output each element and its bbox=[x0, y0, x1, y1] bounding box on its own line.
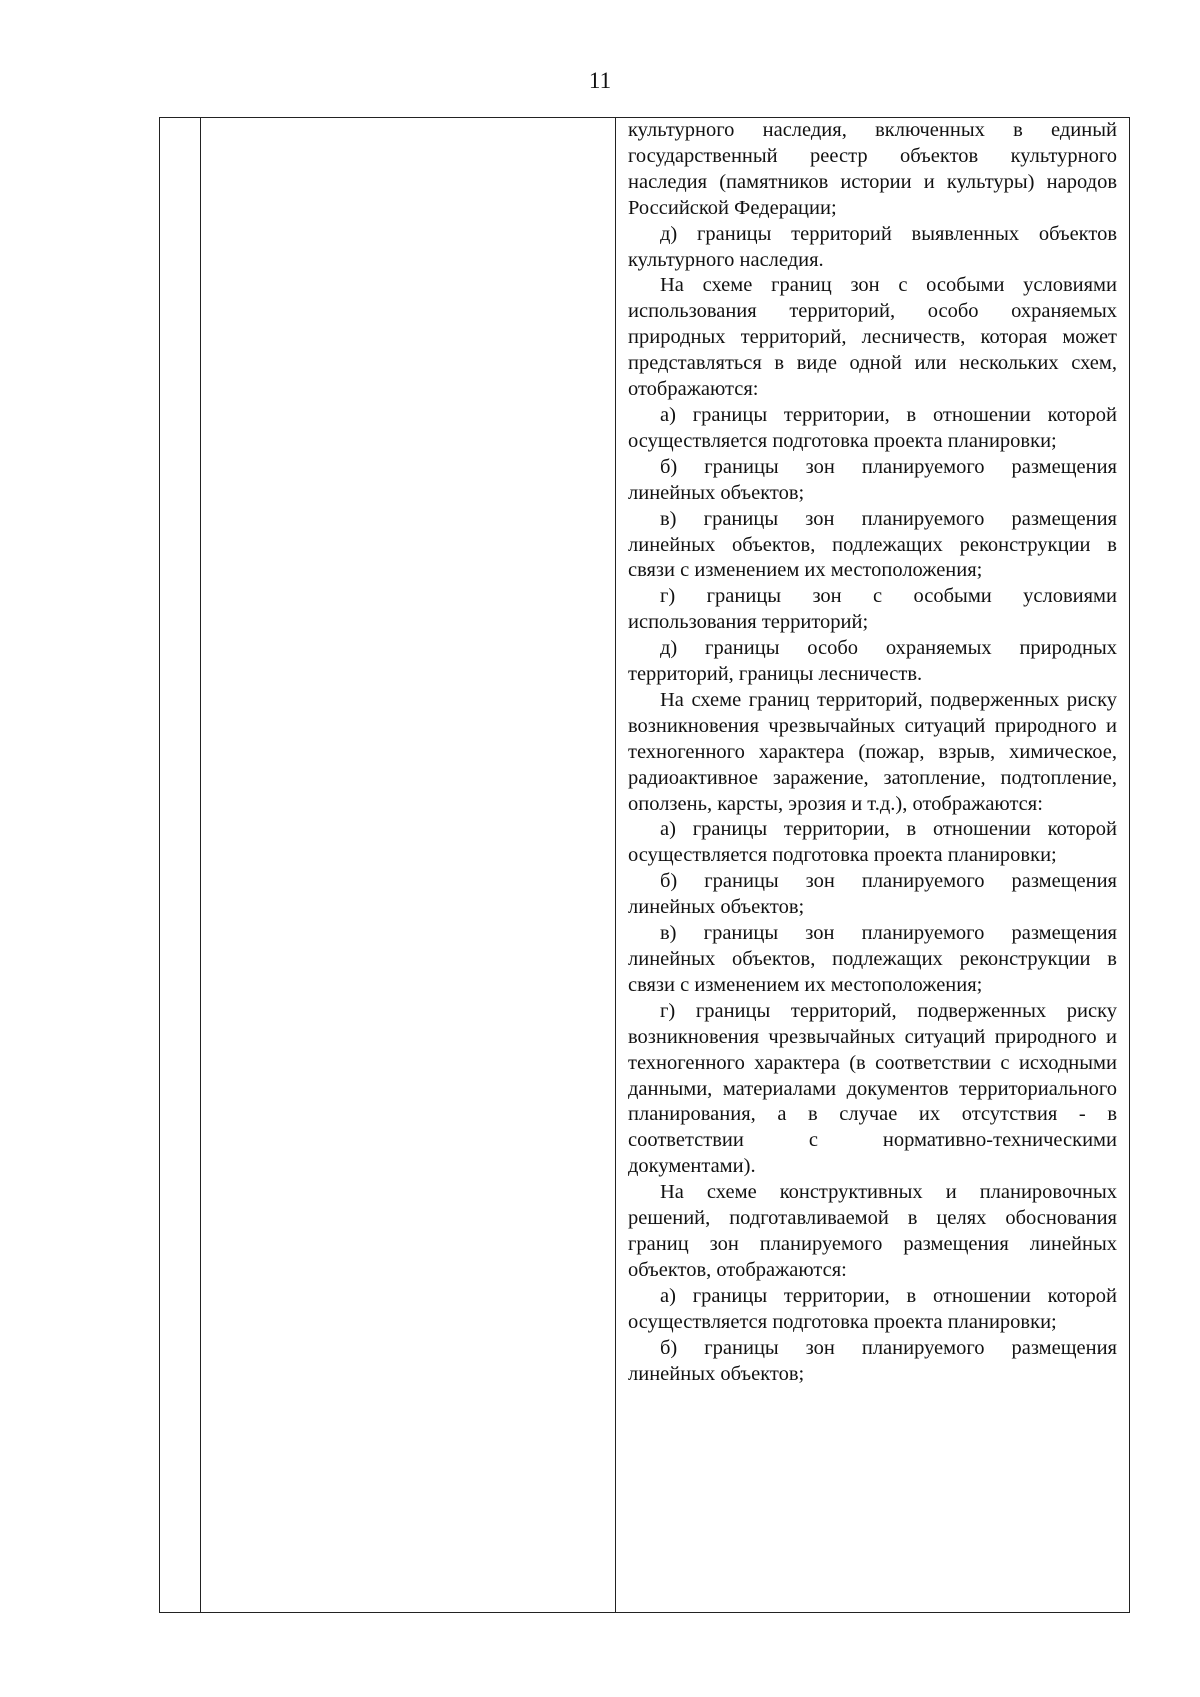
paragraph: На схеме границ зон с особыми условиями использования территорий, особо охраняемых природных территорий, лесничеств, которая может представляться в виде одной или нескольких схем, отображаются: bbox=[628, 274, 1117, 401]
table-cell-text bbox=[628, 118, 1117, 1387]
paragraph: д) границы территорий выявленных объектов культурного наследия. bbox=[628, 222, 1117, 271]
paragraph: в) границы зон планируемого размещения линейных объектов, подлежащих реконструкции в связи с изменением их местоположения; bbox=[628, 507, 1117, 582]
paragraph: а) границы территории, в отношении которой осуществляется подготовка проекта планировки; bbox=[628, 1284, 1117, 1333]
paragraph: а) границы территории, в отношении которой осуществляется подготовка проекта планировки; bbox=[628, 403, 1117, 452]
paragraph: а) границы территории, в отношении которой осуществляется подготовка проекта планировки; bbox=[628, 818, 1117, 867]
paragraph: б) границы зон планируемого размещения линейных объектов; bbox=[628, 455, 1117, 504]
paragraph: культурного наследия, включенных в единый государственный реестр объектов культурного наследия (памятников истории и культуры) народов Российской Федерации; bbox=[628, 119, 1117, 219]
paragraph: На схеме границ территорий, подверженных риску возникновения чрезвычайных ситуаций природного и техногенного характера (пожар, взрыв, химическое, радиоактивное заражение, затопление, подтопление, оползень, карсты, эрозия и т.д.), отображаются: bbox=[628, 688, 1117, 815]
page-number: 11 bbox=[588, 68, 612, 93]
paragraph: На схеме конструктивных и планировочных решений, подготавливаемой в целях обоснования границ зон планируемого размещения линейных объектов, отображаются: bbox=[628, 1181, 1117, 1281]
paragraph: г) границы территорий, подверженных риску возникновения чрезвычайных ситуаций природного и техногенного характера (в соответствии с исходными данными, материалами документов территориального планирования, а в случае их отсутствия - в соответствии с нормативно-техническими документами). bbox=[628, 999, 1117, 1178]
table-column-name bbox=[201, 118, 616, 1612]
table-column-number bbox=[160, 118, 201, 1612]
paragraph: б) границы зон планируемого размещения линейных объектов; bbox=[628, 870, 1117, 919]
paragraph: б) границы зон планируемого размещения линейных объектов; bbox=[628, 1336, 1117, 1385]
table-column-content bbox=[616, 118, 1129, 1612]
paragraph: д) границы особо охраняемых природных территорий, границы лесничеств. bbox=[628, 637, 1117, 686]
paragraph: в) границы зон планируемого размещения линейных объектов, подлежащих реконструкции в связи с изменением их местоположения; bbox=[628, 922, 1117, 996]
document-table bbox=[159, 117, 1130, 1613]
paragraph: г) границы зон с особыми условиями использования территорий; bbox=[628, 585, 1117, 634]
